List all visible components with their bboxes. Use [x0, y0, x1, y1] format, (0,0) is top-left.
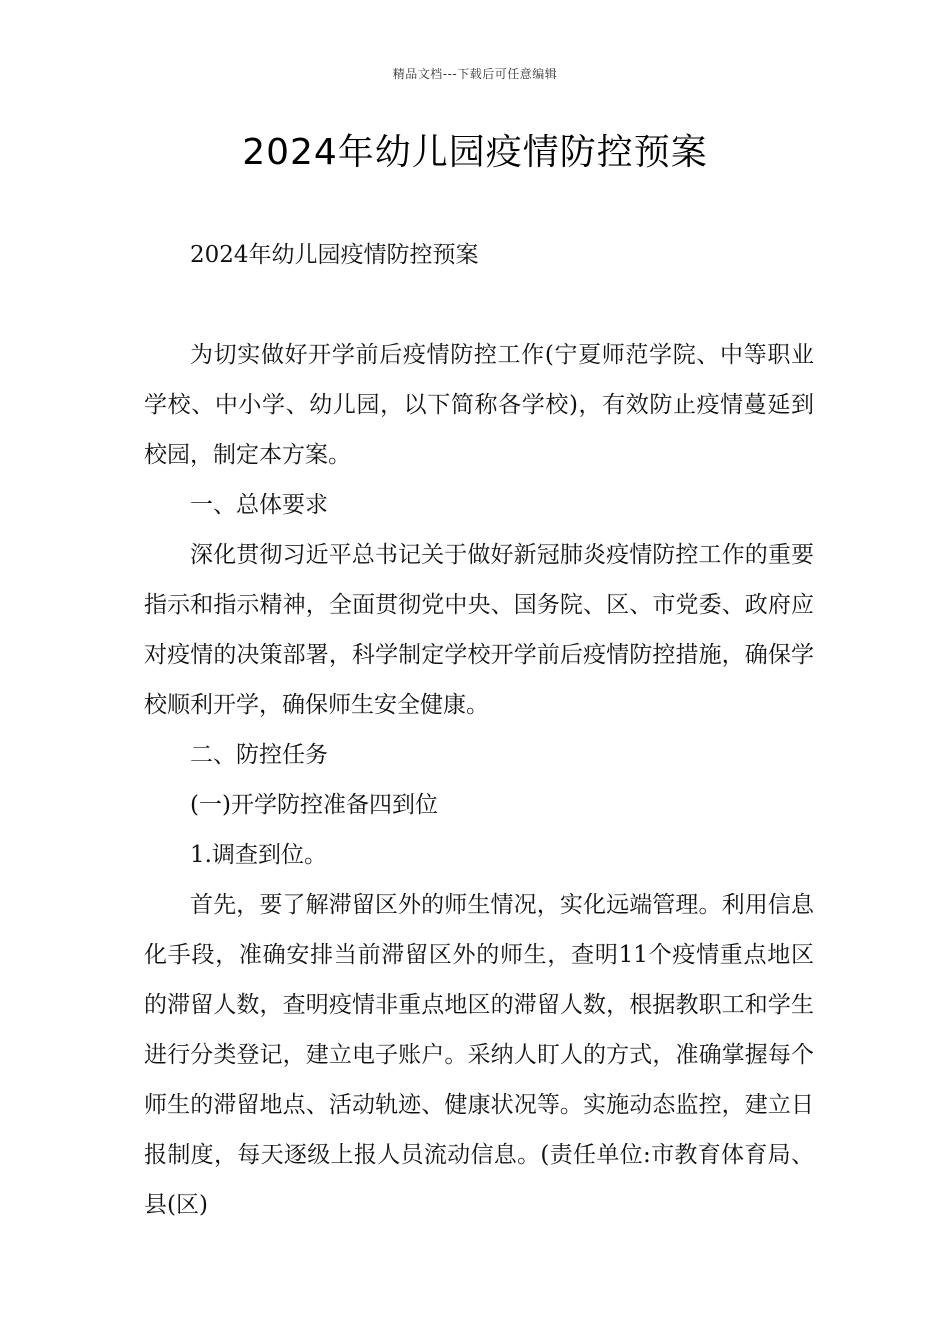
- investigation-paragraph: 首先，要了解滞留区外的师生情况，实化远端管理。利用信息化手段，准确安排当前滞留区外的师生，查明11个疫情重点地区的滞留人数，查明疫情非重点地区的滞留人数，根据教职工和学生进行分类登记，建立电子账户。采纳人盯人的方式，准确掌握每个师生的滞留地点、活动轨迹、健康状况等。实施动态监控，建立日报制度，每天逐级上报人员流动信息。(责任单位:市教育体育局、县(区): [144, 892, 814, 1218]
- section-heading-prevention-tasks: 二、防控任务: [190, 742, 328, 768]
- document-title: 2024年幼儿园疫情防控预案: [242, 132, 708, 173]
- general-requirements-paragraph: 深化贯彻习近平总书记关于做好新冠肺炎疫情防控工作的重要指示和指示精神，全面贯彻党中央、国务院、区、市党委、政府应对疫情的决策部署，科学制定学校开学前后疫情防控措施，确保学校顺利开学，确保师生安全健康。: [144, 542, 814, 718]
- item-heading-investigation: 1.调查到位。: [190, 842, 327, 868]
- subsection-heading-preparation: (一)开学防控准备四到位: [190, 792, 438, 818]
- section-heading-general-requirements: 一、总体要求: [190, 492, 328, 518]
- document-body: [144, 230, 814, 1230]
- header-note: 精品文档---下载后可任意编辑: [392, 67, 558, 81]
- subtitle-paragraph: 2024年幼儿园疫情防控预案: [190, 242, 479, 268]
- intro-paragraph: 为切实做好开学前后疫情防控工作(宁夏师范学院、中等职业学校、中小学、幼儿园，以下简称各学校)，有效防止疫情蔓延到校园，制定本方案。: [144, 342, 814, 468]
